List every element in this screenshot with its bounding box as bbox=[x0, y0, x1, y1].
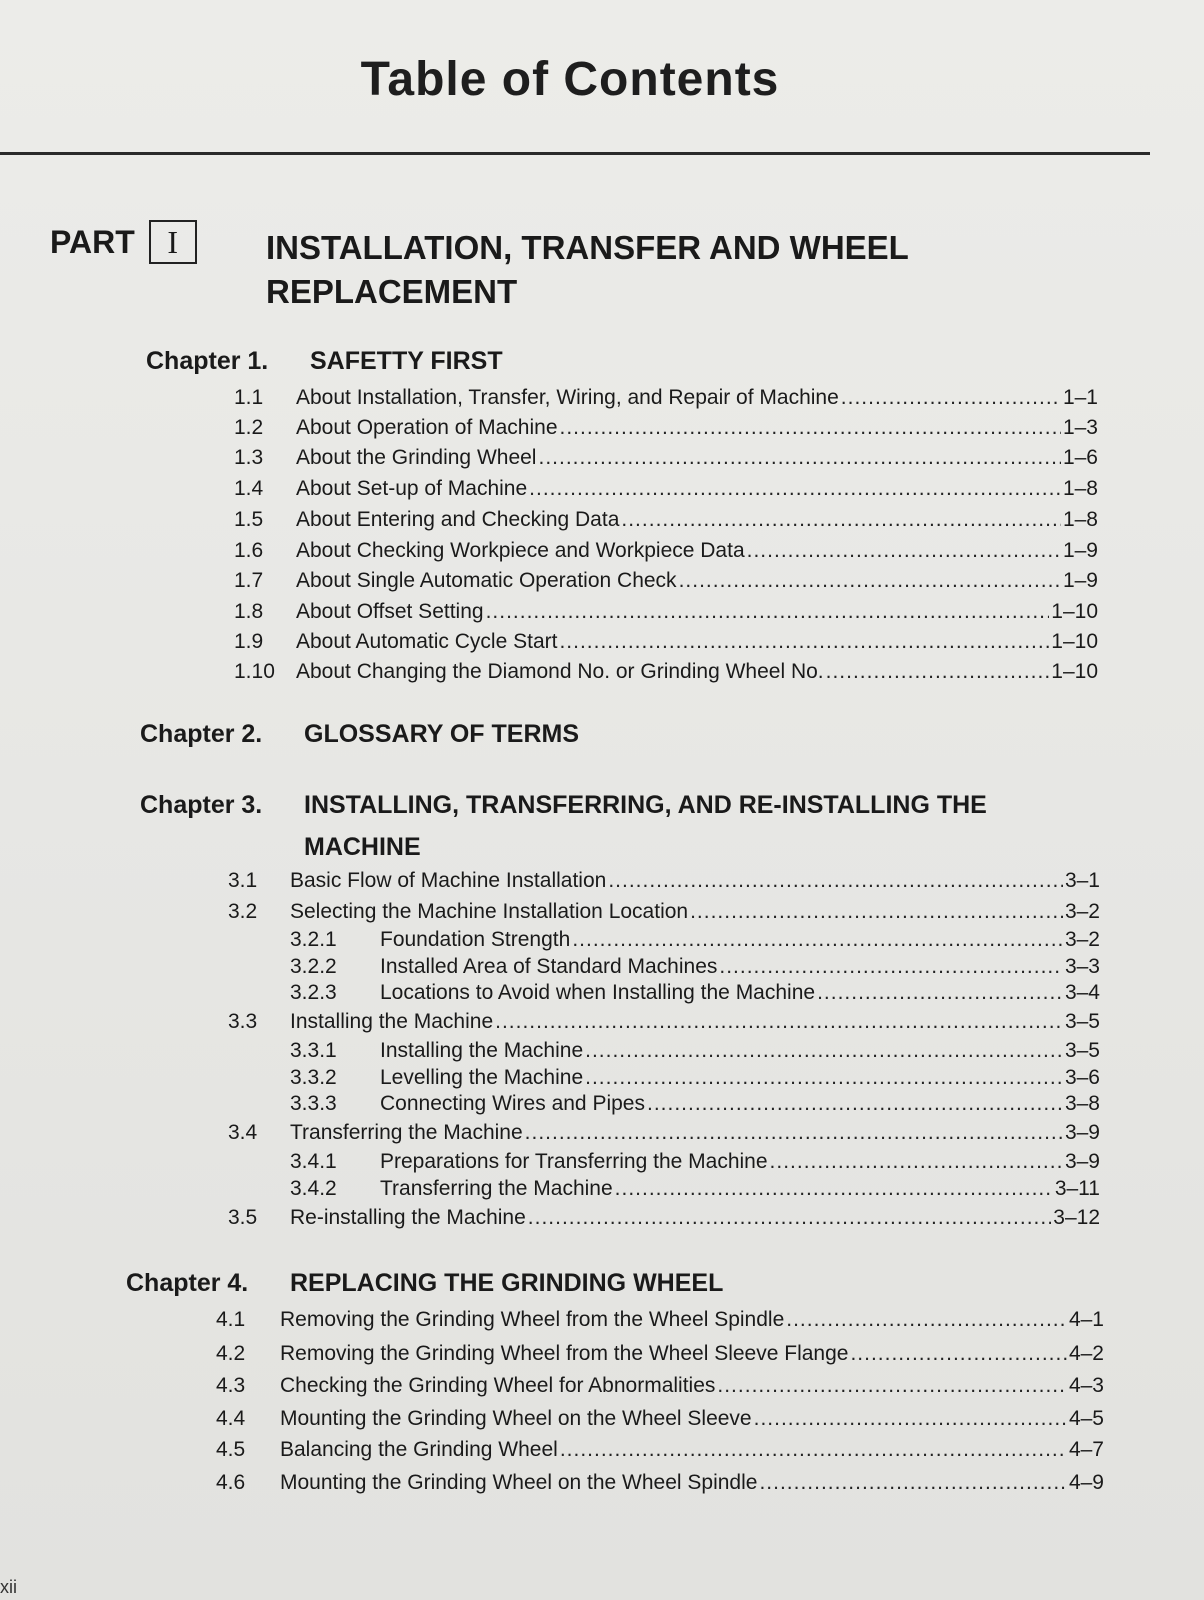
part-label bbox=[50, 220, 197, 264]
dot-leader bbox=[679, 566, 1061, 596]
entry-number: 4.1 bbox=[216, 1308, 246, 1331]
entry-title: About Set-up of Machine bbox=[296, 477, 528, 500]
entry-page: 3–9 bbox=[1064, 1121, 1100, 1144]
entry-title: Mounting the Grinding Wheel on the Wheel Spindle bbox=[280, 1471, 758, 1494]
entry-number: 3.2.3 bbox=[290, 981, 337, 1004]
toc-entry bbox=[290, 1174, 1100, 1204]
toc-entry bbox=[290, 978, 1100, 1008]
entry-title: About Single Automatic Operation Check bbox=[296, 569, 677, 592]
toc-entry bbox=[216, 1371, 1104, 1401]
entry-title: About the Grinding Wheel bbox=[296, 446, 537, 469]
toc-entry bbox=[234, 474, 1098, 504]
entry-number: 3.2.1 bbox=[290, 928, 337, 951]
chapter-title: GLOSSARY OF TERMS bbox=[304, 720, 580, 748]
entry-title: About Offset Setting bbox=[296, 600, 484, 623]
page-title: Table of Contents bbox=[360, 53, 780, 106]
entry-title: About Entering and Checking Data bbox=[296, 508, 620, 531]
entry-number: 4.6 bbox=[216, 1471, 246, 1494]
entry-number: 1.2 bbox=[234, 416, 264, 439]
dot-leader bbox=[817, 978, 1063, 1008]
entry-number: 1.6 bbox=[234, 539, 264, 562]
entry-number: 3.4.1 bbox=[290, 1150, 337, 1173]
entry-title: Re-installing the Machine bbox=[290, 1206, 526, 1229]
dot-leader bbox=[585, 1036, 1063, 1066]
entry-page: 3–5 bbox=[1064, 1039, 1100, 1062]
dot-leader bbox=[647, 1089, 1063, 1119]
entry-page: 1–10 bbox=[1051, 660, 1098, 683]
entry-page: 1–9 bbox=[1062, 569, 1098, 592]
toc-entry bbox=[234, 505, 1098, 535]
toc-entry bbox=[216, 1468, 1104, 1498]
dot-leader bbox=[608, 866, 1063, 896]
chapter-label: Chapter 2. bbox=[140, 720, 263, 748]
toc-entry bbox=[234, 413, 1098, 443]
dot-leader bbox=[559, 627, 1049, 657]
toc-entry bbox=[290, 1089, 1100, 1119]
toc-entry bbox=[228, 866, 1100, 896]
part-number-box: I bbox=[149, 220, 197, 264]
dot-leader bbox=[572, 925, 1063, 955]
toc-entry bbox=[234, 597, 1098, 627]
toc-entry bbox=[290, 1147, 1100, 1177]
entry-number: 3.2.2 bbox=[290, 955, 337, 978]
part-word: PART bbox=[50, 223, 135, 260]
dot-leader bbox=[528, 1203, 1051, 1233]
title-rule bbox=[0, 152, 1150, 155]
chapter-label: Chapter 4. bbox=[126, 1269, 249, 1297]
entry-page: 3–1 bbox=[1064, 869, 1100, 892]
entry-title: About Automatic Cycle Start bbox=[296, 630, 558, 653]
toc-entry bbox=[216, 1435, 1104, 1465]
entry-page: 4–1 bbox=[1068, 1308, 1104, 1331]
entry-number: 4.3 bbox=[216, 1374, 246, 1397]
dot-leader bbox=[754, 1404, 1067, 1434]
entry-page: 4–2 bbox=[1068, 1342, 1104, 1365]
dot-leader bbox=[525, 1118, 1063, 1148]
dot-leader bbox=[841, 383, 1061, 413]
dot-leader bbox=[495, 1007, 1063, 1037]
dot-leader bbox=[747, 536, 1061, 566]
entry-page: 1–6 bbox=[1062, 446, 1098, 469]
dot-leader bbox=[538, 443, 1060, 473]
chapter-heading bbox=[126, 1262, 1070, 1304]
chapter-heading bbox=[140, 713, 1084, 755]
entry-page: 3–2 bbox=[1064, 900, 1100, 923]
entry-page: 1–1 bbox=[1062, 386, 1098, 409]
entry-title: Balancing the Grinding Wheel bbox=[280, 1438, 558, 1461]
entry-number: 3.2 bbox=[228, 900, 258, 923]
entry-title: Levelling the Machine bbox=[380, 1066, 584, 1089]
dot-leader bbox=[560, 1435, 1067, 1465]
toc-entry bbox=[290, 1036, 1100, 1066]
dot-leader bbox=[529, 474, 1061, 504]
chapter-heading bbox=[146, 340, 1090, 382]
toc-entry bbox=[216, 1404, 1104, 1434]
entry-number: 1.7 bbox=[234, 569, 264, 592]
entry-title: Removing the Grinding Wheel from the Wheel Sleeve Flange bbox=[280, 1342, 849, 1365]
entry-page: 1–8 bbox=[1062, 508, 1098, 531]
entry-page: 4–5 bbox=[1068, 1407, 1104, 1430]
entry-page: 1–3 bbox=[1062, 416, 1098, 439]
entry-page: 3–2 bbox=[1064, 928, 1100, 951]
chapter-title: SAFETTY FIRST bbox=[310, 347, 503, 375]
entry-number: 1.9 bbox=[234, 630, 264, 653]
toc-entry bbox=[228, 897, 1100, 927]
chapter-label: Chapter 1. bbox=[146, 347, 269, 375]
entry-title: About Operation of Machine bbox=[296, 416, 558, 439]
dot-leader bbox=[621, 505, 1061, 535]
toc-entry bbox=[228, 1203, 1100, 1233]
entry-title: About Checking Workpiece and Workpiece Data bbox=[296, 539, 745, 562]
entry-number: 1.3 bbox=[234, 446, 264, 469]
chapter-title: INSTALLING, TRANSFERRING, AND RE-INSTALLING THE MACHINE bbox=[304, 791, 987, 861]
chapter-label: Chapter 3. bbox=[140, 791, 263, 819]
entry-title: Removing the Grinding Wheel from the Wheel Spindle bbox=[280, 1308, 785, 1331]
toc-entry bbox=[234, 627, 1098, 657]
toc-entry bbox=[234, 566, 1098, 596]
entry-number: 3.3 bbox=[228, 1010, 258, 1033]
entry-title: Installing the Machine bbox=[380, 1039, 584, 1062]
chapter-title: REPLACING THE GRINDING WHEEL bbox=[290, 1269, 724, 1297]
entry-page: 3–9 bbox=[1064, 1150, 1100, 1173]
dot-leader bbox=[826, 657, 1050, 687]
entry-page: 1–9 bbox=[1062, 539, 1098, 562]
entry-page: 4–9 bbox=[1068, 1471, 1104, 1494]
entry-number: 3.4.2 bbox=[290, 1177, 337, 1200]
entry-page: 3–5 bbox=[1064, 1010, 1100, 1033]
entry-number: 1.4 bbox=[234, 477, 264, 500]
entry-number: 3.1 bbox=[228, 869, 258, 892]
entry-page: 4–7 bbox=[1068, 1438, 1104, 1461]
entry-page: 3–4 bbox=[1064, 981, 1100, 1004]
toc-entry bbox=[216, 1305, 1104, 1335]
entry-title: Basic Flow of Machine Installation bbox=[290, 869, 607, 892]
toc-entry bbox=[228, 1118, 1100, 1148]
dot-leader bbox=[486, 597, 1050, 627]
dot-leader bbox=[690, 897, 1063, 927]
entry-title: Transferring the Machine bbox=[380, 1177, 613, 1200]
dot-leader bbox=[615, 1174, 1053, 1204]
entry-title: Checking the Grinding Wheel for Abnormalities bbox=[280, 1374, 716, 1397]
entry-number: 4.4 bbox=[216, 1407, 246, 1430]
toc-entry bbox=[234, 383, 1098, 413]
toc-entry bbox=[234, 443, 1098, 473]
entry-page: 3–8 bbox=[1064, 1092, 1100, 1115]
entry-title: Preparations for Transferring the Machine bbox=[380, 1150, 768, 1173]
entry-number: 3.4 bbox=[228, 1121, 258, 1144]
entry-number: 1.8 bbox=[234, 600, 264, 623]
entry-page: 1–10 bbox=[1051, 630, 1098, 653]
part-title: INSTALLATION, TRANSFER AND WHEEL REPLACEMENT bbox=[266, 229, 909, 310]
entry-title: Transferring the Machine bbox=[290, 1121, 523, 1144]
entry-title: Selecting the Machine Installation Location bbox=[290, 900, 689, 923]
toc-entry bbox=[216, 1339, 1104, 1369]
entry-number: 3.3.3 bbox=[290, 1092, 337, 1115]
entry-page: 3–11 bbox=[1054, 1177, 1100, 1200]
entry-title: Mounting the Grinding Wheel on the Wheel Sleeve bbox=[280, 1407, 752, 1430]
chapter-heading bbox=[140, 784, 1064, 868]
entry-number: 3.5 bbox=[228, 1206, 258, 1229]
toc-entry bbox=[290, 925, 1100, 955]
dot-leader bbox=[786, 1305, 1067, 1335]
entry-page: 4–3 bbox=[1068, 1374, 1104, 1397]
entry-title: Installed Area of Standard Machines bbox=[380, 955, 718, 978]
toc-entry bbox=[234, 536, 1098, 566]
entry-page: 3–12 bbox=[1053, 1206, 1100, 1229]
toc-entry bbox=[228, 1007, 1100, 1037]
entry-number: 1.1 bbox=[234, 386, 264, 409]
dot-leader bbox=[717, 1371, 1067, 1401]
entry-title: Installing the Machine bbox=[290, 1010, 494, 1033]
entry-number: 1.5 bbox=[234, 508, 264, 531]
entry-number: 3.3.1 bbox=[290, 1039, 337, 1062]
entry-page: 3–3 bbox=[1064, 955, 1100, 978]
entry-title: Foundation Strength bbox=[380, 928, 571, 951]
entry-title: About Installation, Transfer, Wiring, and Repair of Machine bbox=[296, 386, 839, 409]
entry-title: About Changing the Diamond No. or Grinding Wheel No. bbox=[296, 660, 824, 683]
dot-leader bbox=[560, 413, 1061, 443]
dot-leader bbox=[759, 1468, 1067, 1498]
entry-number: 4.5 bbox=[216, 1438, 246, 1461]
dot-leader bbox=[770, 1147, 1063, 1177]
entry-number: 4.2 bbox=[216, 1342, 246, 1365]
dot-leader bbox=[850, 1339, 1067, 1369]
entry-number: 1.10 bbox=[234, 660, 275, 683]
entry-page: 3–6 bbox=[1064, 1066, 1100, 1089]
entry-title: Locations to Avoid when Installing the Machine bbox=[380, 981, 816, 1004]
entry-title: Connecting Wires and Pipes bbox=[380, 1092, 645, 1115]
page-number: xii bbox=[0, 1577, 17, 1597]
toc-entry bbox=[234, 657, 1098, 687]
entry-page: 1–8 bbox=[1062, 477, 1098, 500]
entry-page: 1–10 bbox=[1051, 600, 1098, 623]
entry-number: 3.3.2 bbox=[290, 1066, 337, 1089]
